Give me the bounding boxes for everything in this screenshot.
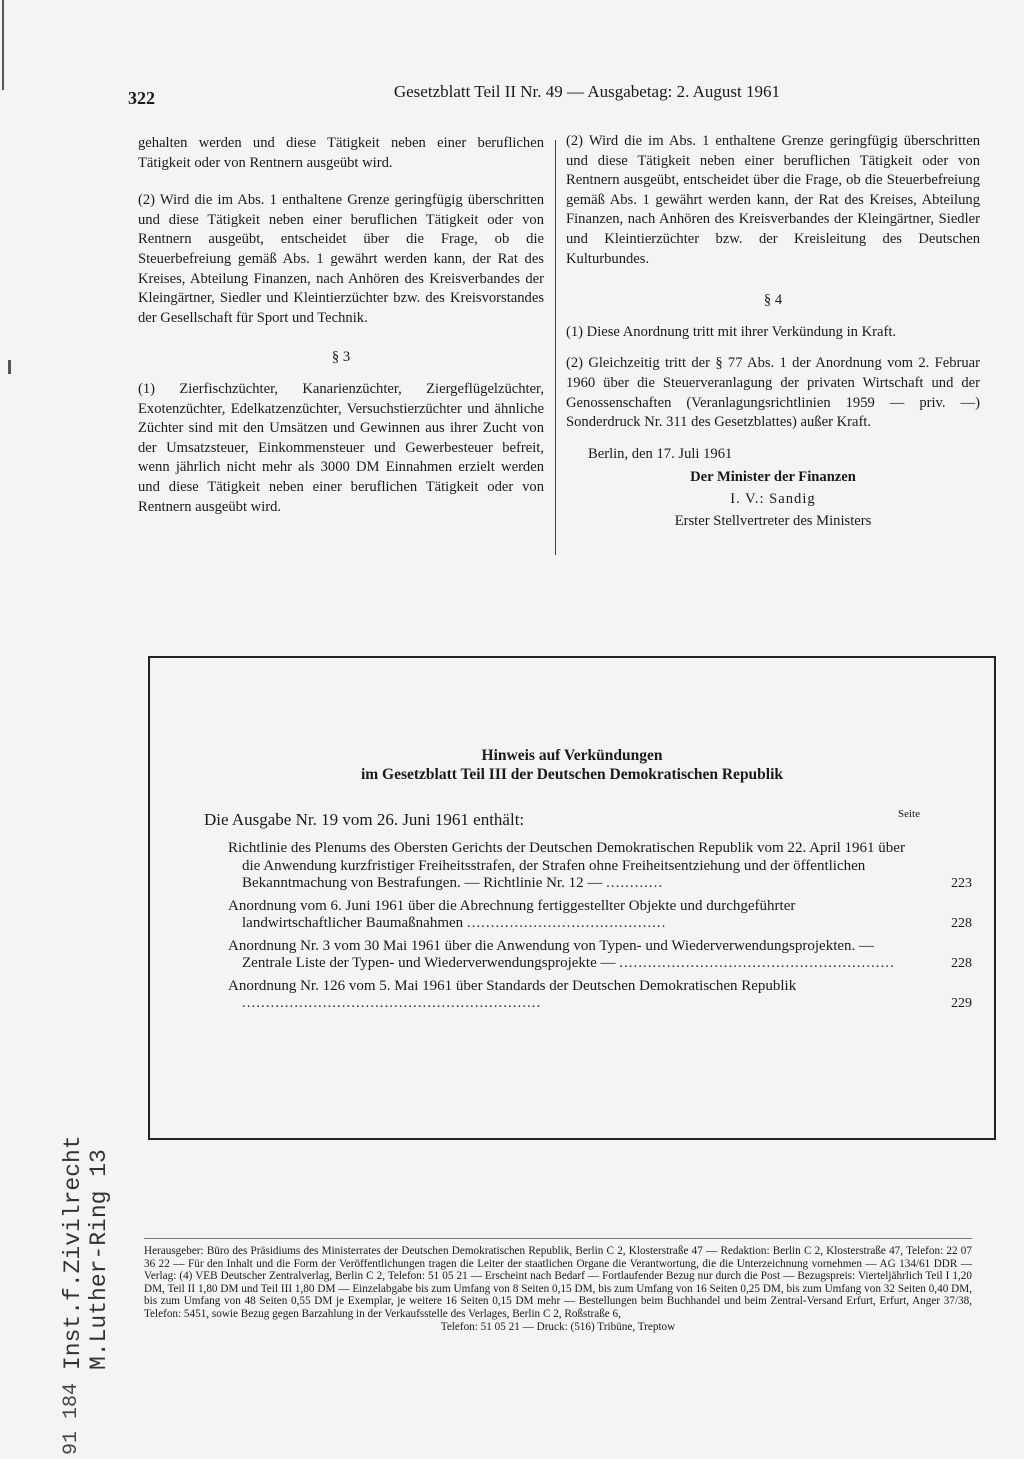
list-item (228, 937, 972, 973)
list-item (228, 897, 972, 933)
paragraph: (1) Zierfischzüchter, Kanarienzüchter, Ziergeflügelzüchter, Exotenzüchter, Edelkatzenzüchter, Versuchstierzüchter und ähnliche Züchter sind mit den Umsätzen und Gewinnen aus ihrer Zucht von der Umsatzsteuer, Einkommensteuer und Gewerbesteuer befreit, wenn jährlich nicht mehr als 3000 DM Einnahmen erzielt werden und diese Tätigkeit neben einer beruflichen Tätigkeit oder von Rentnern ausgeübt wird. (138, 380, 544, 515)
paragraph: gehalten werden und diese Tätigkeit neben einer beruflichen Tätigkeit oder von Rentnern ausgeübt wird. (138, 135, 544, 171)
column-divider (555, 140, 556, 555)
entry-text: Anordnung vom 6. Juni 1961 über die Abrechnung fertiggestellter Objekte und durchgeführter landwirtschaftlicher Baumaßnahmen (228, 897, 796, 931)
paragraph: (2) Wird die im Abs. 1 enthaltene Grenze geringfügig überschritten und diese Tätigkeit neben einer beruflichen Tätigkeit oder von Rentnern ausgeübt, entscheidet über die Frage, ob die Steuerbefreiung gemäß Abs. 1 gewährt werden kann, der Rat des Kreises, Abteilung Finanzen, nach Anhören des Kreisverbandes der Kleingärtner, Siedler und Kleintierzüchter bzw. der Kreisleitung des Deutschen Kulturbundes. (566, 133, 980, 267)
imprint (144, 1245, 972, 1333)
stamp-line: M.Luther-Ring 13 (86, 1149, 112, 1370)
notice-intro: Die Ausgabe Nr. 19 vom 26. Juni 1961 enthält: (204, 810, 525, 829)
leader-dots: ............ (606, 875, 664, 891)
left-column (138, 134, 544, 529)
announcement-list (228, 840, 972, 1018)
right-column (566, 132, 980, 533)
entry-page: 229 (951, 996, 972, 1011)
entry-page: 228 (951, 956, 972, 971)
entry-page: 228 (951, 916, 972, 931)
notice-subheading: im Gesetzblatt Teil III der Deutschen Demokratischen Republik (360, 766, 784, 783)
paragraph: (1) Diese Anordnung tritt mit ihrer Verkündung in Kraft. (566, 323, 897, 340)
list-item (228, 840, 972, 893)
imprint-last-line: Telefon: 51 05 21 — Druck: (516) Tribüne, Treptow (440, 1320, 676, 1333)
page-number: 322 (128, 88, 155, 108)
leader-dots: ............................................................... (242, 995, 542, 1011)
entry-text: Anordnung Nr. 126 vom 5. Mai 1961 über Standards der Deutschen Demokratischen Republik (228, 977, 797, 994)
notice-heading: Hinweis auf Verkündungen (481, 747, 663, 764)
leader-dots: .......................................... (466, 915, 667, 931)
library-stamp (60, 1110, 112, 1370)
page-column-label: Seite (898, 808, 920, 820)
leader-dots: .......................................................... (619, 955, 895, 971)
scan-mark (2, 0, 4, 90)
page-header (128, 82, 780, 116)
signatory-role: Erster Stellvertreter des Ministers (674, 512, 872, 529)
signatory-title: Der Minister der Finanzen (690, 469, 856, 486)
list-item (228, 977, 972, 1013)
stamp-line: Inst.f.Zivilrecht (60, 1135, 86, 1370)
imprint-text: Herausgeber: Büro des Präsidiums des Ministerrates der Deutschen Demokratischen Republik, Berlin C 2, Klosterstraße 47 — Redaktion: Berlin C 2, Klosterstraße 47, Telefon: 22 07 36 22 — Für den Inhalt und die Form der Veröffentlichungen tragen die Leiter der staatlichen Organe die Verantwortung, die die Unterzeichnung vornehmen — AG 134/61 DDR — Verlag: (4) VEB Deutscher Zentralverlag, Berlin C 2, Telefon: 51 05 21 — Erscheint nach Bedarf — Fortlaufender Bezug nur durch die Post — Bezugspreis: Vierteljährlich Teil I 1,20 DM, Teil II 1,80 DM und Teil III 1,80 DM — Einzelabgabe bis zum Umfang von 8 Seiten 0,15 DM, bis zum Umfang von 16 Seiten 0,25 DM, bis zum Umfang von 32 Seiten 0,40 DM, bis zum Umfang von 48 Seiten 0,55 DM je Exemplar, je weitere 16 Seiten 0,15 DM mehr — Bestellungen beim Buchhandel und beim Zentral-Versand Erfurt, Erfurt, Anger 37/38, Telefon: 5451, sowie Bezug gegen Barzahlung in der Verkaufsstelle des Verlages, Berlin C 2, Roßstraße 6, (144, 1245, 972, 1320)
stamp-number: 91 184 (60, 1382, 83, 1455)
signatory-name: I. V.: Sandig (730, 490, 816, 507)
gazette-title: Gesetzblatt Teil II Nr. 49 — Ausgabetag: 2. August 1961 (393, 82, 780, 101)
entry-text: Richtlinie des Plenums des Obersten Gerichts der Deutschen Demokratischen Republik vom 22. April 1961 über die Anwendung kurzfristiger Freiheitsstrafen, der Strafen ohne Freiheitsentziehung und der öffentlichen Bekanntmachung von Bestrafungen. — Richtlinie Nr. 12 — (228, 840, 905, 891)
scan-mark (8, 360, 11, 374)
announcement-box (148, 656, 996, 1140)
section-heading: § 4 (763, 292, 783, 309)
place-date: Berlin, den 17. Juli 1961 (588, 445, 733, 462)
entry-page: 223 (951, 876, 972, 891)
paragraph: (2) Wird die im Abs. 1 enthaltene Grenze geringfügig überschritten und diese Tätigkeit neben einer beruflichen Tätigkeit oder von Rentnern ausgeübt, entscheidet über die Frage, ob die Steuerbefreiung gemäß Abs. 1 gewährt werden kann, der Rat des Kreises, Abteilung Finanzen, nach Anhören des Kreisverbandes der Kleingärtner, Siedler und Kleintierzüchter bzw. des Kreisvorstandes der Gesellschaft für Sport und Technik. (138, 192, 544, 326)
entry-text: Anordnung Nr. 3 vom 30 Mai 1961 über die Anwendung von Typen- und Wiederverwendungsprojekten. — Zentrale Liste der Typen- und Wiederverwendungsprojekte — (228, 937, 875, 971)
footer-rule (144, 1238, 972, 1239)
section-heading: § 3 (331, 349, 351, 366)
paragraph: (2) Gleichzeitig tritt der § 77 Abs. 1 der Anordnung vom 2. Februar 1960 über die Steuerveranlagung der privaten Wirtschaft und der Genossenschaften (Veranlagungsrichtlinien 1959 — priv. —) Sonderdruck Nr. 311 des Gesetzblattes) außer Kraft. (566, 355, 980, 431)
